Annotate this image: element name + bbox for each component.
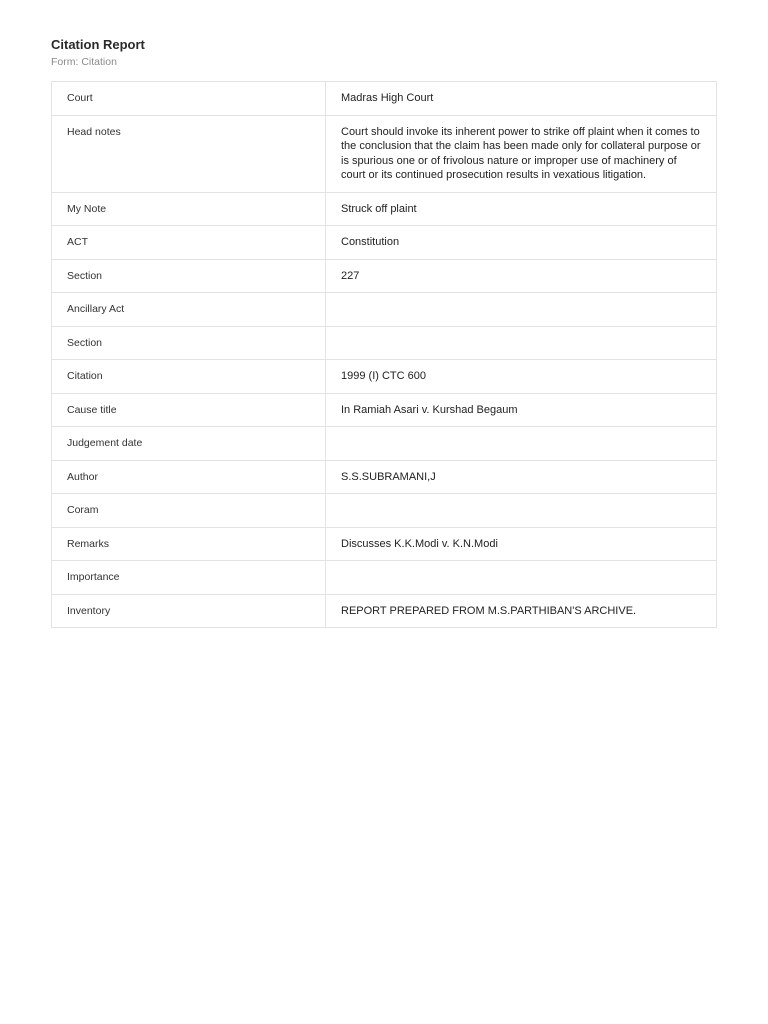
report-title: Citation Report (51, 37, 145, 52)
field-label: My Note (52, 192, 326, 226)
field-value: Court should invoke its inherent power to strike off plaint when it comes to the conclusion that the claim has been made only for collateral purpose or is spurious one or of frivolous nature or improper use of machinery of court or its continued prosecution results in vexatious litigation. (326, 115, 717, 192)
table-row-author (52, 460, 717, 494)
citation-table (51, 81, 717, 628)
table-row-inventory (52, 594, 717, 628)
table-row-citation (52, 360, 717, 394)
field-value: Constitution (326, 226, 717, 260)
table-row-section (52, 259, 717, 293)
field-label: Importance (52, 561, 326, 595)
field-label: Author (52, 460, 326, 494)
table-row-ancillary-act (52, 293, 717, 327)
table-row-remarks (52, 527, 717, 561)
field-value: 1999 (I) CTC 600 (326, 360, 717, 394)
field-value (326, 427, 717, 461)
field-label: ACT (52, 226, 326, 260)
table-row-judgement-date (52, 427, 717, 461)
table-row-ancillary-section (52, 326, 717, 360)
field-label: Ancillary Act (52, 293, 326, 327)
report-subtitle: Form: Citation (51, 56, 117, 68)
field-label: Remarks (52, 527, 326, 561)
field-value (326, 494, 717, 528)
table-row-act (52, 226, 717, 260)
field-value: REPORT PREPARED FROM M.S.PARTHIBAN'S ARCHIVE. (326, 594, 717, 628)
field-label: Section (52, 259, 326, 293)
table-row-head-notes (52, 115, 717, 192)
field-label: Cause title (52, 393, 326, 427)
field-value: Discusses K.K.Modi v. K.N.Modi (326, 527, 717, 561)
field-value: Madras High Court (326, 82, 717, 116)
table-row-coram (52, 494, 717, 528)
table-row-importance (52, 561, 717, 595)
table-row-my-note (52, 192, 717, 226)
field-label: Citation (52, 360, 326, 394)
table-row-court (52, 82, 717, 116)
field-label: Coram (52, 494, 326, 528)
field-value: In Ramiah Asari v. Kurshad Begaum (326, 393, 717, 427)
field-label: Head notes (52, 115, 326, 192)
field-label: Court (52, 82, 326, 116)
field-label: Judgement date (52, 427, 326, 461)
field-value: Struck off plaint (326, 192, 717, 226)
field-value (326, 561, 717, 595)
field-label: Inventory (52, 594, 326, 628)
field-label: Section (52, 326, 326, 360)
field-value: 227 (326, 259, 717, 293)
field-value (326, 293, 717, 327)
field-value (326, 326, 717, 360)
table-row-cause-title (52, 393, 717, 427)
field-value: S.S.SUBRAMANI,J (326, 460, 717, 494)
